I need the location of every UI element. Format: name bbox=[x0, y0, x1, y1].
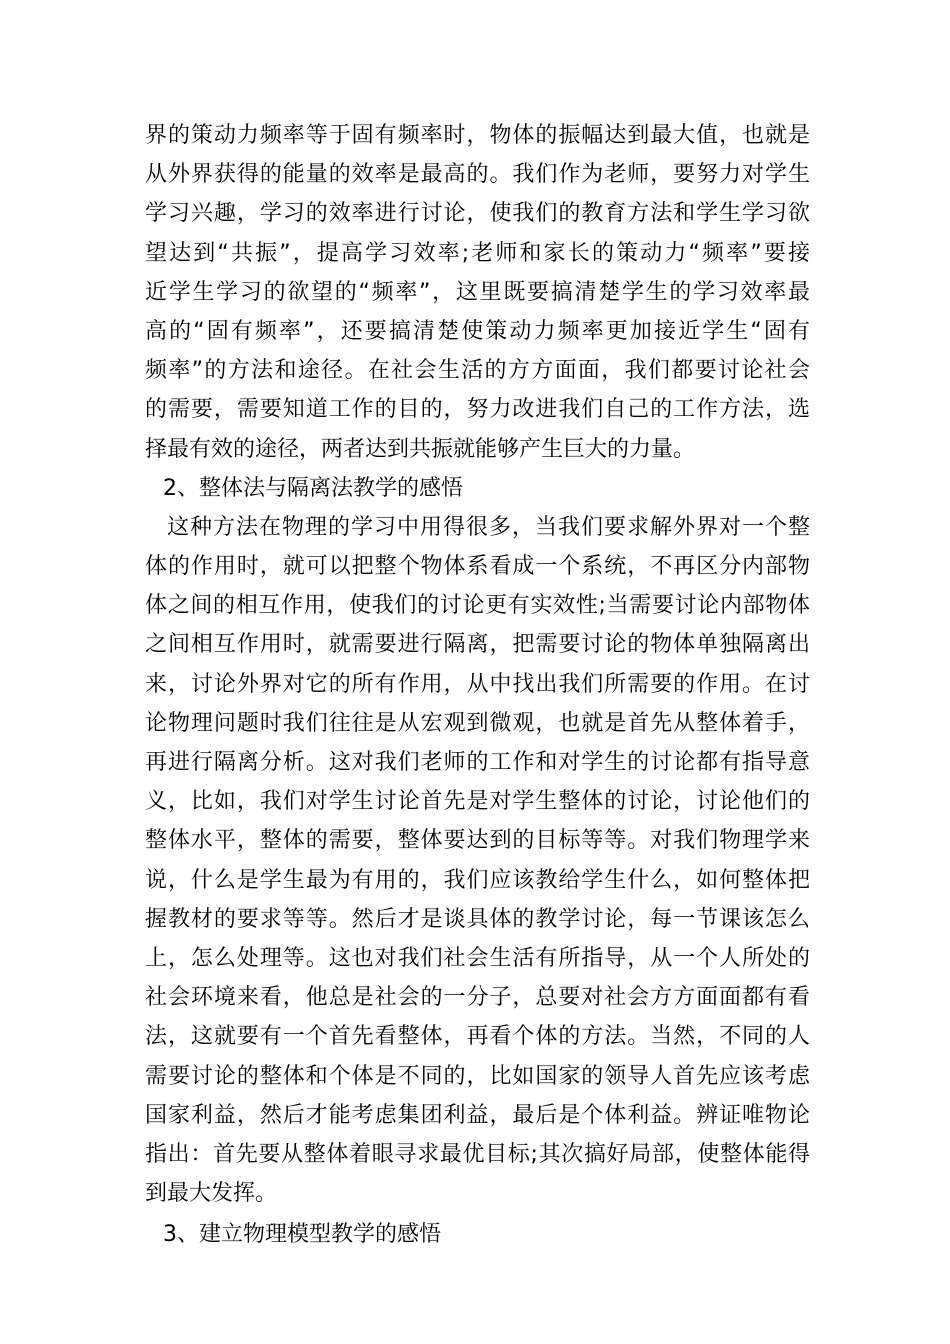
text-line: 说，什么是学生最为有用的，我们应该教给学生什么，如何整体把 bbox=[145, 867, 810, 893]
text-line: 高的“固有频率”，还要搞清楚使策动力频率更加接近学生“固有 bbox=[145, 318, 810, 344]
text-line: 社会环境来看，他总是社会的一分子，总要对社会方方面面都有看 bbox=[145, 985, 810, 1011]
text-line: 学习兴趣，学习的效率进行讨论，使我们的教育方法和学生学习欲 bbox=[145, 201, 810, 227]
text-line: 整体水平，整体的需要，整体要达到的目标等等。对我们物理学来 bbox=[145, 828, 810, 854]
text-line: 论物理问题时我们往往是从宏观到微观，也就是首先从整体着手， bbox=[145, 710, 810, 736]
section-heading-2: 2、整体法与隔离法教学的感悟 bbox=[163, 475, 463, 501]
text-line: 法，这就要有一个首先看整体，再看个体的方法。当然，不同的人 bbox=[145, 1024, 810, 1050]
paragraph-resonance bbox=[145, 116, 810, 469]
text-line: 择最有效的途径，两者达到共振就能够产生巨大的力量。 bbox=[145, 436, 696, 462]
text-line: 来，讨论外界对它的所有作用，从中找出我们所需要的作用。在讨 bbox=[145, 671, 810, 697]
text-line: 从外界获得的能量的效率是最高的。我们作为老师，要努力对学生 bbox=[145, 162, 810, 188]
text-line: 之间相互作用时，就需要进行隔离，把需要讨论的物体单独隔离出 bbox=[145, 632, 810, 658]
text-line: 近学生学习的欲望的“频率”，这里既要搞清楚学生的学习效率最 bbox=[145, 279, 810, 305]
text-line: 望达到“共振”，提高学习效率;老师和家长的策动力“频率”要接 bbox=[145, 240, 810, 266]
document-body bbox=[145, 116, 810, 1254]
text-line: 握教材的要求等等。然后才是谈具体的教学讨论，每一节课该怎么 bbox=[145, 906, 810, 932]
text-line: 再进行隔离分析。这对我们老师的工作和对学生的讨论都有指导意 bbox=[145, 750, 810, 775]
text-line: 国家利益，然后才能考虑集团利益，最后是个体利益。辨证唯物论 bbox=[145, 1102, 810, 1128]
text-line: 义，比如，我们对学生讨论首先是对学生整体的讨论，讨论他们的 bbox=[145, 789, 810, 815]
text-line: 这种方法在物理的学习中用得很多，当我们要求解外界对一个整 bbox=[167, 514, 810, 540]
text-line: 频率”的方法和途径。在社会生活的方方面面，我们都要讨论社会 bbox=[145, 358, 810, 384]
text-line: 体的作用时，就可以把整个物体系看成一个系统，不再区分内部物 bbox=[145, 554, 810, 580]
paragraph-whole-and-isolation bbox=[145, 508, 810, 1213]
text-line: 指出：首先要从整体着眼寻求最优目标;其次搞好局部，使整体能得 bbox=[145, 1141, 810, 1167]
text-line: 体之间的相互作用，使我们的讨论更有实效性;当需要讨论内部物体 bbox=[145, 593, 810, 619]
text-line: 到最大发挥。 bbox=[145, 1181, 278, 1207]
text-line: 上，怎么处理等。这也对我们社会生活有所指导，从一个人所处的 bbox=[145, 945, 810, 971]
text-line: 界的策动力频率等于固有频率时，物体的振幅达到最大值，也就是 bbox=[145, 123, 810, 148]
text-line: 需要讨论的整体和个体是不同的，比如国家的领导人首先应该考虑 bbox=[145, 1063, 810, 1089]
section-heading-3: 3、建立物理模型教学的感悟 bbox=[163, 1222, 441, 1248]
text-line: 的需要，需要知道工作的目的，努力改进我们自己的工作方法，选 bbox=[145, 397, 810, 423]
